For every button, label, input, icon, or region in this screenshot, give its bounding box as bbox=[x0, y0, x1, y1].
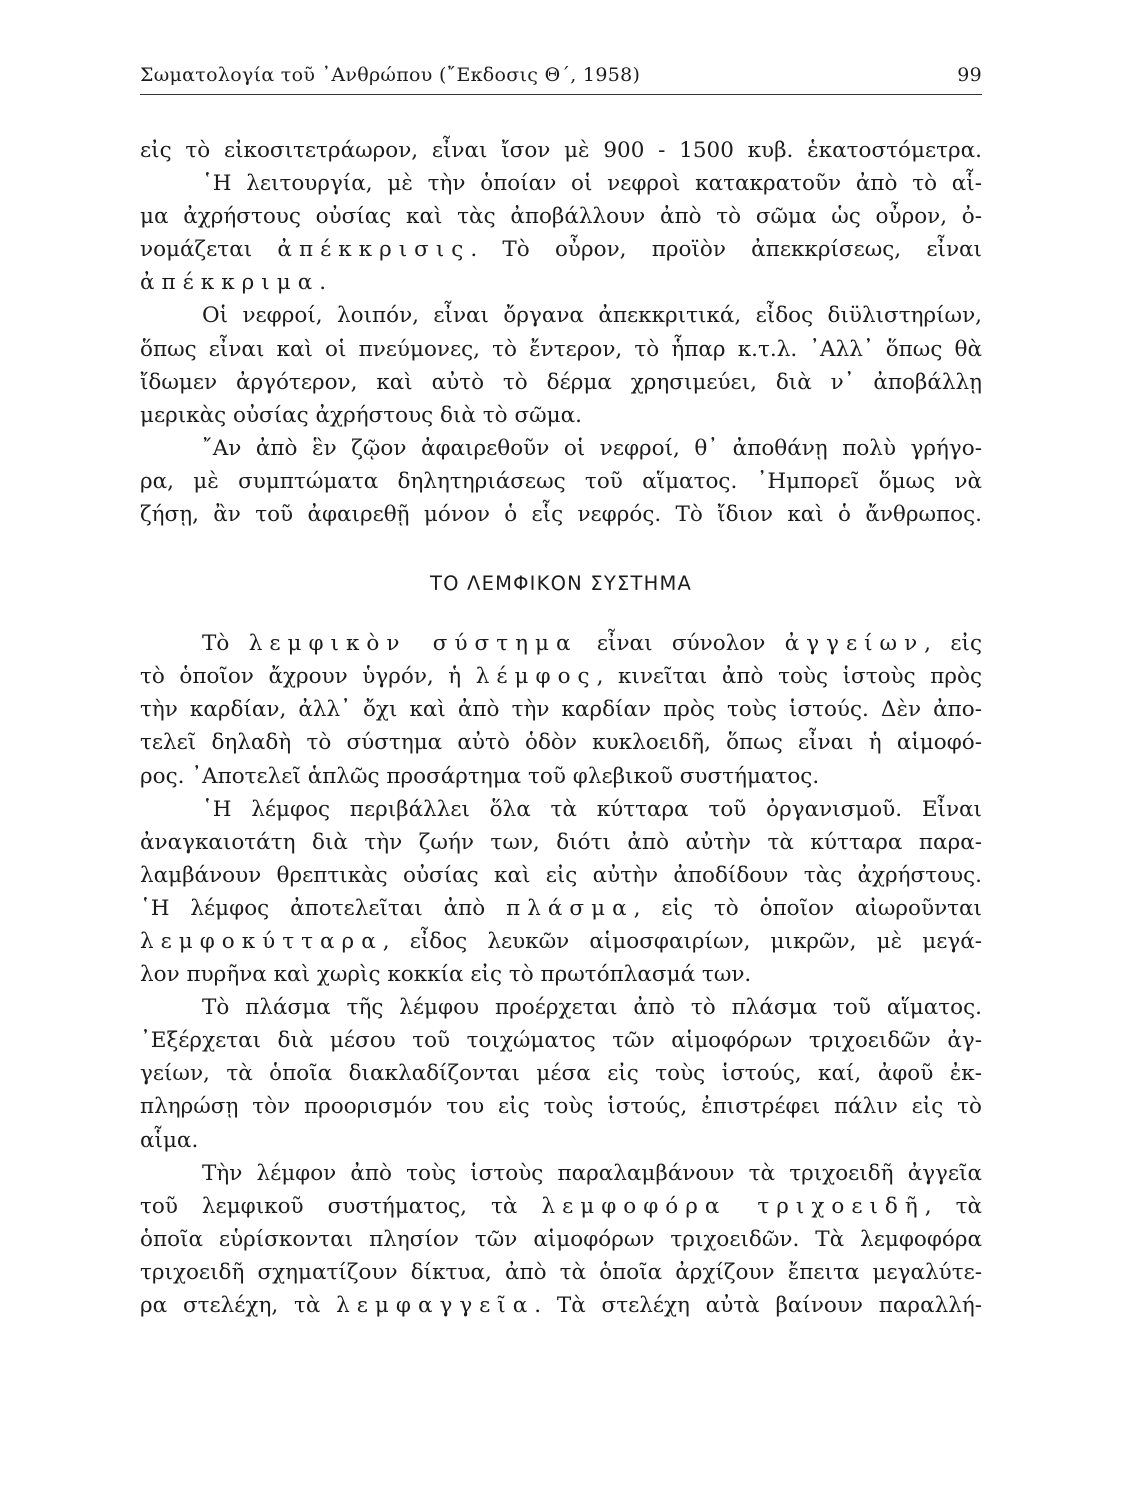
text-line bbox=[140, 266, 982, 299]
text-line bbox=[140, 1190, 982, 1223]
text-line: μερικὰς οὐσίας ἀχρήστους διὰ τὸ σῶμα. bbox=[140, 402, 582, 428]
spaced-term: λέμφος bbox=[475, 664, 597, 690]
text-line: Οἱ νεφροί, λοιπόν, εἶναι ὄργανα ἀπεκκριτικά, εἶδος διϋλιστηρίων, bbox=[202, 303, 982, 329]
text-line: αἷμα. bbox=[140, 1127, 199, 1153]
text-run: τοῦ λεμφικοῦ συστήματος, τὰ bbox=[140, 1193, 518, 1219]
text-line bbox=[140, 627, 982, 660]
text-line: ζήσῃ, ἂν τοῦ ἀφαιρεθῇ μόνον ὁ εἷς νεφρός. Τὸ ἴδιον καὶ ὁ ἄνθρωπος. bbox=[140, 502, 982, 528]
text-line: Τὸ πλάσμα τῆς λέμφου προέρχεται ἀπὸ τὸ πλάσμα τοῦ αἵματος. bbox=[202, 995, 982, 1021]
spaced-term: ἀπέκκρισις bbox=[277, 237, 471, 263]
text-line: γείων, τὰ ὁποῖα διακλαδίζονται μέσα εἰς τοὺς ἱστούς, καί, ἀφοῦ ἐκ- bbox=[140, 1061, 982, 1087]
text-run: . Τὸ οὖρον, προϊὸν ἀπεκκρίσεως, εἶναι bbox=[470, 237, 982, 263]
spaced-term: λεμφικὸν σύστημα bbox=[248, 631, 578, 657]
text-run: , εἶδος λευκῶν αἱμοσφαιρίων, μικρῶν, μὲ μεγά- bbox=[382, 928, 982, 954]
spaced-term: λεμφαγγεῖα bbox=[336, 1293, 535, 1318]
text-line: Τὴν λέμφον ἀπὸ τοὺς ἱστοὺς παραλαμβάνουν τὰ τριχοειδῆ ἀγγεῖα bbox=[202, 1160, 982, 1186]
text-line: ἀναγκαιοτάτη διὰ τὴν ζωήν των, διότι ἀπὸ αὐτὴν τὰ κύτταρα παρα- bbox=[140, 829, 982, 855]
spaced-term: ἀπέκκριμα bbox=[140, 270, 320, 296]
page-number: 99 bbox=[957, 64, 982, 86]
text-run: , τὰ bbox=[924, 1193, 982, 1219]
text-line: ὅπως εἶναι καὶ οἱ πνεύμονες, τὸ ἔντερον, τὸ ἧπαρ κ.τ.λ. ᾿Αλλ᾿ ὅπως θὰ bbox=[140, 336, 982, 362]
text-line: ἴδωμεν ἀργότερον, καὶ αὐτὸ τὸ δέρμα χρησιμεύει, διὰ ν᾿ ἀποβάλλῃ bbox=[140, 369, 982, 395]
text-line: τριχοειδῆ σχηματίζουν δίκτυα, ἀπὸ τὰ ὁποῖα ἀρχίζουν ἔπειτα μεγαλύτε- bbox=[140, 1259, 982, 1285]
running-title: Σωματολογία τοῦ ᾿Ανθρώπου (῎Εκδοσις Θ΄, 1958) bbox=[140, 64, 641, 86]
text-line bbox=[140, 660, 982, 693]
text-line: ὁποῖα εὑρίσκονται πλησίον τῶν αἱμοφόρων τριχοειδῶν. Τὰ λεμφοφόρα bbox=[140, 1226, 982, 1252]
body-text bbox=[140, 134, 982, 1322]
text-line: μα ἀχρήστους οὐσίας καὶ τὰς ἀποβάλλουν ἀπὸ τὸ σῶμα ὡς οὖρον, ὀ- bbox=[140, 204, 982, 230]
spaced-term: λεμφοκύτταρα bbox=[140, 928, 383, 954]
text-line: λαμβάνουν θρεπτικὰς οὐσίας καὶ εἰς αὐτὴν ἀποδίδουν τὰς ἀχρήστους. bbox=[140, 862, 982, 888]
text-line: ῎Αν ἀπὸ ἓν ζῷον ἀφαιρεθοῦν οἱ νεφροί, θ᾿ ἀποθάνῃ πολὺ γρήγο- bbox=[202, 435, 982, 461]
text-line: εἰς τὸ εἰκοσιτετράωρον, εἶναι ἴσον μὲ 900 - 1500 κυβ. ἑκατοστόμετρα. bbox=[140, 138, 982, 163]
text-line bbox=[140, 1289, 982, 1322]
header-rule bbox=[140, 94, 982, 95]
text-run: . Τὰ στελέχη αὐτὰ βαίνουν παραλλή- bbox=[534, 1293, 982, 1318]
text-line: ρος. ᾿Αποτελεῖ ἁπλῶς προσάρτημα τοῦ φλεβικοῦ συστήματος. bbox=[140, 763, 820, 789]
text-run: ρα στελέχη, τὰ bbox=[140, 1293, 321, 1318]
text-run: ῾Η λέμφος ἀποτελεῖται ἀπὸ bbox=[140, 895, 486, 921]
text-line bbox=[140, 925, 982, 958]
text-run: , εἰς bbox=[924, 631, 982, 657]
text-run: εἶναι σύνολον bbox=[596, 631, 766, 657]
text-line: ῾Η λειτουργία, μὲ τὴν ὁποίαν οἱ νεφροὶ κατακρατοῦν ἀπὸ τὸ αἷ- bbox=[202, 171, 982, 197]
spaced-term: λεμφοφόρα τριχοειδῆ bbox=[541, 1193, 925, 1219]
text-line: ᾿Εξέρχεται διὰ μέσου τοῦ τοιχώματος τῶν αἱμοφόρων τριχοειδῶν ἀγ- bbox=[140, 1028, 982, 1054]
text-line: ρα, μὲ συμπτώματα δηλητηριάσεως τοῦ αἵματος. ᾿Ημπορεῖ ὅμως νὰ bbox=[140, 468, 982, 494]
text-run: νομάζεται bbox=[140, 237, 253, 263]
spaced-term: πλάσμα bbox=[506, 895, 634, 921]
text-line: ῾Η λέμφος περιβάλλει ὅλα τὰ κύτταρα τοῦ ὀργανισμοῦ. Εἶναι bbox=[202, 796, 982, 822]
text-line bbox=[140, 892, 982, 925]
text-line: λον πυρῆνα καὶ χωρὶς κοκκία εἰς τὸ πρωτόπλασμά των. bbox=[140, 962, 752, 988]
text-line: πληρώσῃ τὸν προορισμόν του εἰς τοὺς ἱστούς, ἐπιστρέφει πάλιν εἰς τὸ bbox=[140, 1094, 982, 1120]
text-run: , κινεῖται ἀπὸ τοὺς ἱστοὺς πρὸς bbox=[596, 664, 982, 690]
text-line: τελεῖ δηλαδὴ τὸ σύστημα αὐτὸ ὁδὸν κυκλοειδῆ, ὅπως εἶναι ἡ αἱμοφό- bbox=[140, 730, 982, 756]
text-run: τὸ ὁποῖον ἄχρουν ὑγρόν, ἡ bbox=[140, 664, 462, 690]
section-heading: ΤΟ ΛΕΜΦΙΚΟΝ ΣΥΣΤΗΜΑ bbox=[429, 572, 693, 596]
text-run: . bbox=[319, 270, 327, 296]
spaced-term: ἀγγείων bbox=[784, 631, 925, 657]
text-run: , εἰς τὸ ὁποῖον αἰωροῦνται bbox=[633, 895, 982, 921]
text-line bbox=[140, 233, 982, 266]
text-run: Τὸ bbox=[202, 631, 230, 657]
text-line: τὴν καρδίαν, ἀλλ᾿ ὄχι καὶ ἀπὸ τὴν καρδίαν πρὸς τοὺς ἱστούς. Δὲν ἀπο- bbox=[140, 697, 982, 723]
